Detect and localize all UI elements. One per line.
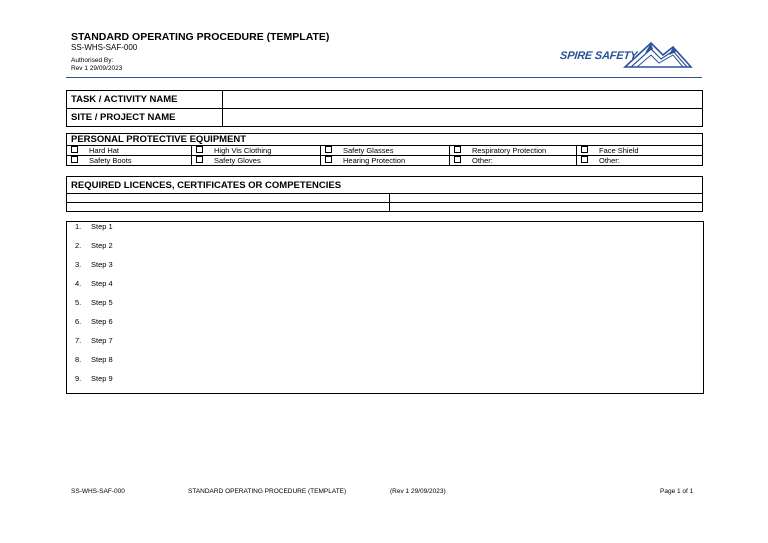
task-site-table <box>66 90 703 127</box>
ppe-option-label: High Vis Clothing <box>214 146 272 155</box>
logo-text: SPIRE SAFETY <box>559 50 638 62</box>
step-item[interactable] <box>75 241 113 250</box>
ppe-option-label: Safety Glasses <box>343 146 394 155</box>
ppe-row-1 <box>67 146 703 156</box>
step-text: Step 2 <box>91 241 113 250</box>
ppe-option[interactable] <box>192 156 321 166</box>
ppe-option-label: Hearing Protection <box>343 156 406 165</box>
step-text: Step 4 <box>91 279 113 288</box>
step-item[interactable] <box>75 298 113 307</box>
step-item[interactable] <box>75 260 113 269</box>
footer-title: STANDARD OPERATING PROCEDURE (TEMPLATE) <box>188 488 347 495</box>
step-number: 4. <box>75 279 82 288</box>
ppe-option-label: Hard Hat <box>89 146 120 155</box>
step-text: Step 3 <box>91 260 113 269</box>
licences-heading: REQUIRED LICENCES, CERTIFICATES OR COMPETENCIES <box>67 177 703 194</box>
licences-table <box>66 176 703 212</box>
document-title: STANDARD OPERATING PROCEDURE (TEMPLATE) <box>71 31 330 43</box>
checkbox-icon[interactable] <box>325 156 332 163</box>
licence-input[interactable] <box>390 203 703 212</box>
authorised-by-label: Authorised By: <box>71 57 114 64</box>
step-number: 6. <box>75 317 82 326</box>
checkbox-icon[interactable] <box>71 146 78 153</box>
step-text: Step 1 <box>91 222 113 231</box>
spire-safety-logo <box>560 37 700 71</box>
ppe-option-label: Other: <box>472 156 493 165</box>
step-text: Step 5 <box>91 298 113 307</box>
site-project-input[interactable] <box>223 109 703 127</box>
ppe-option[interactable] <box>192 146 321 156</box>
checkbox-icon[interactable] <box>196 156 203 163</box>
steps-box <box>66 221 704 394</box>
step-item[interactable] <box>75 279 113 288</box>
step-text: Step 6 <box>91 317 113 326</box>
site-project-label: SITE / PROJECT NAME <box>67 109 223 127</box>
ppe-option-label: Safety Boots <box>89 156 132 165</box>
ppe-option-label: Respiratory Protection <box>472 146 547 155</box>
step-number: 3. <box>75 260 82 269</box>
checkbox-icon[interactable] <box>581 146 588 153</box>
ppe-option-label: Other: <box>599 156 620 165</box>
task-row <box>67 91 703 109</box>
step-number: 7. <box>75 336 82 345</box>
step-number: 9. <box>75 374 82 383</box>
ppe-option[interactable] <box>67 156 192 166</box>
ppe-option[interactable] <box>321 146 450 156</box>
header-rule <box>66 77 702 78</box>
ppe-option-label: Face Shield <box>599 146 639 155</box>
licence-row <box>67 203 703 212</box>
ppe-option-label: Safety Gloves <box>214 156 261 165</box>
ppe-heading: PERSONAL PROTECTIVE EQUIPMENT <box>67 134 703 146</box>
document-code: SS-WHS-SAF-000 <box>71 43 138 52</box>
step-number: 1. <box>75 222 82 231</box>
checkbox-icon[interactable] <box>71 156 78 163</box>
task-activity-input[interactable] <box>223 91 703 109</box>
footer-revision: (Rev 1 29/09/2023) <box>390 488 446 495</box>
checkbox-icon[interactable] <box>454 156 461 163</box>
ppe-option[interactable] <box>321 156 450 166</box>
ppe-option[interactable] <box>450 156 577 166</box>
checkbox-icon[interactable] <box>325 146 332 153</box>
step-item[interactable] <box>75 222 113 231</box>
licence-input[interactable] <box>67 194 390 203</box>
step-item[interactable] <box>75 336 113 345</box>
checkbox-icon[interactable] <box>454 146 461 153</box>
ppe-option[interactable] <box>577 146 703 156</box>
step-item[interactable] <box>75 355 113 364</box>
step-text: Step 8 <box>91 355 113 364</box>
checkbox-icon[interactable] <box>196 146 203 153</box>
step-text: Step 7 <box>91 336 113 345</box>
checkbox-icon[interactable] <box>581 156 588 163</box>
ppe-option[interactable] <box>577 156 703 166</box>
footer-code: SS-WHS-SAF-000 <box>71 488 125 495</box>
ppe-option[interactable] <box>67 146 192 156</box>
step-item[interactable] <box>75 374 113 383</box>
revision-label: Rev 1 29/09/2023 <box>71 65 123 72</box>
step-number: 5. <box>75 298 82 307</box>
mountain-logo-icon <box>623 37 693 71</box>
step-number: 8. <box>75 355 82 364</box>
authorisation-block <box>71 57 122 73</box>
ppe-row-2 <box>67 156 703 166</box>
footer-page-number: Page 1 of 1 <box>660 488 694 495</box>
ppe-table <box>66 133 703 166</box>
licence-input[interactable] <box>67 203 390 212</box>
licence-input[interactable] <box>390 194 703 203</box>
task-activity-label: TASK / ACTIVITY NAME <box>67 91 223 109</box>
licence-row <box>67 194 703 203</box>
step-number: 2. <box>75 241 82 250</box>
site-row <box>67 109 703 127</box>
step-item[interactable] <box>75 317 113 326</box>
ppe-option[interactable] <box>450 146 577 156</box>
step-text: Step 9 <box>91 374 113 383</box>
